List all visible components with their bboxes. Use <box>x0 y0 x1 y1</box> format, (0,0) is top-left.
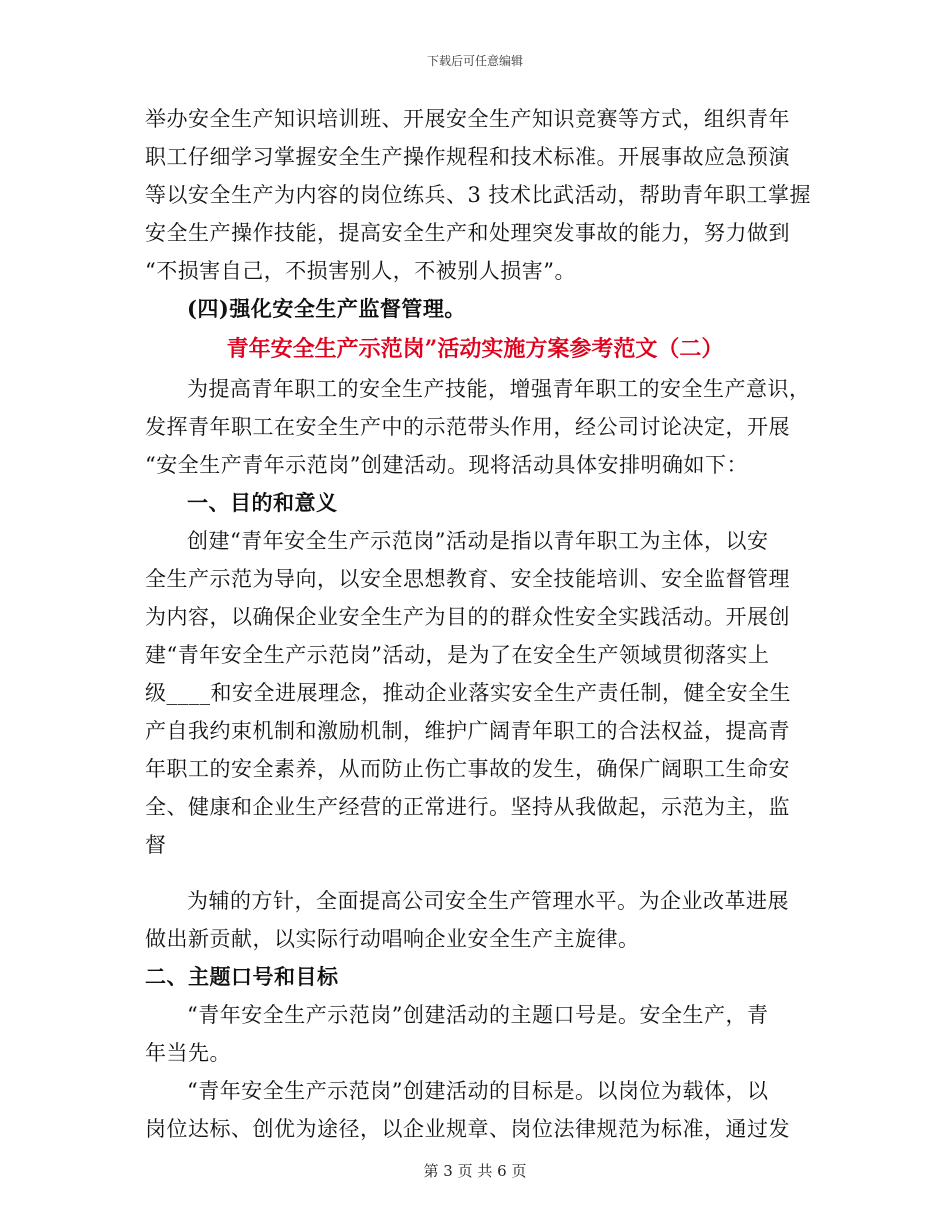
paragraph-line: 发挥青年职工在安全生产中的示范带头作用，经公司讨论决定，开展 <box>145 415 790 439</box>
paragraph-line: 做出新贡献，以实际行动唱响企业安全生产主旋律。 <box>145 927 640 951</box>
section-heading-2: 二、主题口号和目标 <box>145 964 339 989</box>
section-heading-4: (四)强化安全生产监督管理。 <box>187 296 466 321</box>
paragraph-line: 岗位达标、创优为途径，以企业规章、岗位法律规范为标准，通过发 <box>145 1117 790 1141</box>
paragraph-line: “不损害自己，不损害别人，不被别人损害”。 <box>145 259 576 283</box>
paragraph-line: 举办安全生产知识培训班、开展安全生产知识竞赛等方式，组织青年 <box>145 107 790 131</box>
paragraph-gap <box>145 864 805 882</box>
paragraph-line: 级____和安全进展理念，推动企业落实安全生产责任制，健全安全生 <box>145 681 791 705</box>
page-footer: 第 3 页 共 6 页 <box>423 1162 527 1180</box>
section-heading-1: 一、目的和意义 <box>187 490 338 515</box>
paragraph-line: 为内容，以确保企业安全生产为目的的群众性安全实践活动。开展创 <box>145 605 790 629</box>
paragraph-line: 产自我约束机制和激励机制，维护广阔青年职工的合法权益，提高青 <box>145 719 790 743</box>
paragraph-line: 全生产示范为导向，以安全思想教育、安全技能培训、安全监督管理 <box>145 567 790 591</box>
page-header: 下载后可任意编辑 <box>426 54 523 68</box>
paragraph-line: 等以安全生产为内容的岗位练兵、3 技术比武活动，帮助青年职工掌握 <box>145 183 812 207</box>
paragraph-line: 全、健康和企业生产经营的正常进行。坚持从我做起，示范为主，监 <box>145 795 790 819</box>
paragraph-line: 为辅的方针，全面提高公司安全生产管理水平。为企业改革进展 <box>187 889 789 913</box>
document-title: 青年安全生产示范岗”活动实施方案参考范文（二） <box>226 336 724 362</box>
paragraph-line: 创建“青年安全生产示范岗”活动是指以青年职工为主体，以安 <box>187 529 769 553</box>
paragraph-line: 安全生产操作技能，提高安全生产和处理突发事故的能力，努力做到 <box>145 221 790 245</box>
paragraph-line: “安全生产青年示范岗”创建活动。现将活动具体安排明确如下： <box>145 453 748 477</box>
paragraph-line: 年当先。 <box>145 1041 231 1065</box>
paragraph-line: “青年安全生产示范岗”创建活动的主题口号是。安全生产，青 <box>187 1003 769 1027</box>
paragraph-line: 为提高青年职工的安全生产技能，增强青年职工的安全生产意识， <box>187 377 811 401</box>
paragraph-line: 职工仔细学习掌握安全生产操作规程和技术标准。开展事故应急预演 <box>145 145 790 169</box>
paragraph-line: 督 <box>145 833 167 857</box>
document-body <box>145 100 812 1148</box>
paragraph-line: 年职工的安全素养，从而防止伤亡事故的发生，确保广阔职工生命安 <box>145 757 790 781</box>
paragraph-line: “青年安全生产示范岗”创建活动的目标是。以岗位为载体，以 <box>187 1079 769 1103</box>
paragraph-line: 建“青年安全生产示范岗”活动，是为了在安全生产领域贯彻落实上 <box>145 643 770 667</box>
